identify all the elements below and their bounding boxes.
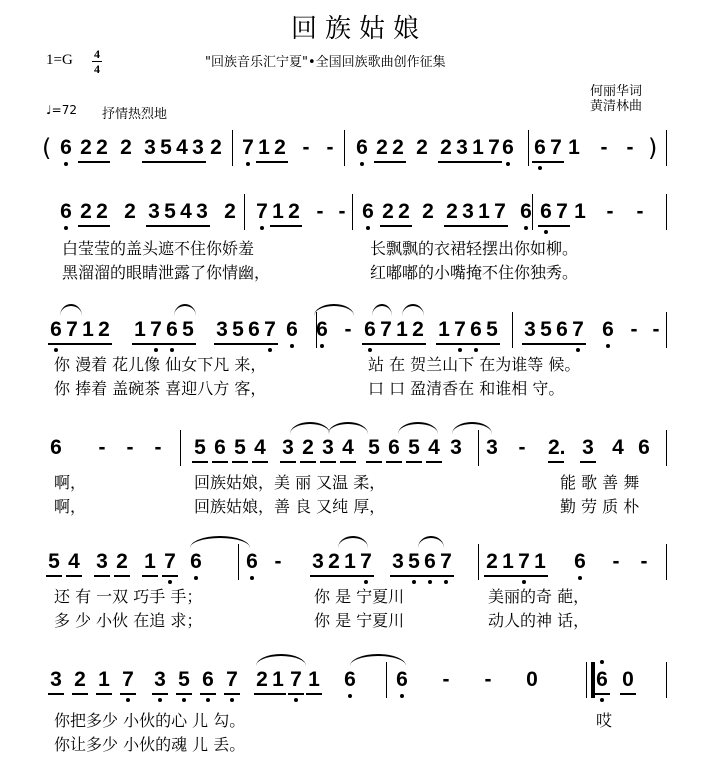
note-dash: -: [600, 136, 608, 159]
slur: [256, 654, 306, 666]
note: 2: [114, 550, 130, 574]
note: 4: [252, 436, 268, 460]
note-dash: -: [606, 200, 614, 223]
note: 6: [48, 318, 64, 342]
note: 3: [522, 318, 538, 342]
note-dash: -: [442, 668, 450, 691]
note: 7: [120, 668, 136, 692]
note: 7: [438, 550, 454, 574]
lyric-line: 长飘飘的衣裙轻摆出你如柳。: [370, 239, 579, 258]
score-row-5: [0, 550, 718, 630]
note: 6: [572, 550, 588, 574]
note: 1: [436, 318, 452, 342]
slur: [418, 536, 444, 548]
note: 5: [538, 318, 554, 342]
note-dash: -: [98, 436, 106, 459]
note: 1: [96, 668, 112, 692]
note: 2: [254, 668, 270, 692]
note: 5: [406, 436, 422, 460]
slur: [60, 304, 82, 316]
note: 7: [262, 318, 278, 342]
note: 6: [360, 200, 376, 224]
note-dash: -: [518, 436, 526, 459]
note-dash: -: [316, 200, 324, 223]
note: 1: [132, 318, 148, 342]
slur: [190, 536, 250, 548]
score-row-4: [0, 436, 718, 516]
note: 1: [270, 200, 286, 224]
note: 1: [568, 136, 580, 159]
note-dash: -: [612, 550, 620, 573]
note: 6: [538, 200, 554, 224]
note: 6: [244, 550, 260, 574]
lyric-line: 勤 劳 质 朴: [560, 497, 640, 516]
slur: [402, 304, 424, 316]
note: 2: [72, 668, 88, 692]
note: 3: [310, 550, 326, 574]
note: 7: [554, 200, 570, 224]
note: 4: [178, 200, 194, 224]
note: 3: [190, 136, 206, 160]
note: 7: [162, 550, 178, 574]
lyric-line: 你 捧着 盖碗茶 喜迎八方 客，: [54, 379, 267, 398]
score-row-2: [0, 200, 718, 280]
note: 1: [256, 136, 272, 160]
slur: [314, 304, 354, 316]
note: 3: [146, 200, 162, 224]
note-dash: -: [640, 550, 648, 573]
note: 6: [58, 200, 74, 224]
note: 6: [354, 136, 370, 160]
note-dash: -: [302, 136, 310, 159]
lyric-line: 你把多少 小伙的心 儿 勾。: [54, 711, 246, 730]
note: 6: [532, 136, 548, 160]
lyric-line: 红嘟嘟的小嘴掩不住你独秀。: [370, 263, 579, 282]
note: 3: [390, 550, 406, 574]
note: 3: [486, 436, 498, 459]
slur: [174, 304, 196, 316]
slur: [398, 422, 438, 434]
composer-credit: 黄清林曲: [590, 99, 643, 114]
note: 5: [158, 136, 174, 160]
note: 5: [484, 318, 500, 342]
note: 4: [174, 136, 190, 160]
note-dash: -: [338, 200, 346, 223]
note: 6: [422, 550, 438, 574]
note: 4: [66, 550, 82, 574]
expression-mark: 抒情热烈地: [102, 107, 168, 122]
note: 2: [410, 318, 426, 342]
lyric-line: 你让多少 小伙的魂 儿 丢。: [54, 735, 246, 754]
note: 2: [96, 318, 112, 342]
lyric-line: 还 有 一双 巧手 手；: [54, 587, 203, 606]
lyric-line: 口 口 盈清香在 和谁相 守。: [368, 379, 565, 398]
lyric-line: 站 在 贺兰山下 在为谁等 候。: [368, 355, 581, 374]
lyric-line: 你 是 宁夏川: [314, 587, 405, 606]
lyric-line: 啊，: [54, 497, 87, 516]
note: 1: [500, 550, 516, 574]
note-dash: -: [344, 318, 352, 341]
note: 6: [600, 318, 616, 342]
lyric-line: 能 歌 善 舞: [560, 473, 640, 492]
note: 1: [306, 668, 322, 692]
note: 6: [200, 668, 216, 692]
note: 2: [374, 136, 390, 160]
note-dash: -: [652, 318, 660, 341]
note: 2: [94, 136, 110, 160]
note: 1: [470, 136, 486, 160]
note: 2: [484, 550, 500, 574]
lyric-line: 白莹莹的盖头遮不住你娇羞: [62, 239, 255, 258]
note: 4: [612, 436, 624, 459]
note: 6: [246, 318, 262, 342]
note: 3: [460, 200, 476, 224]
note: 2: [422, 200, 434, 223]
note: 3: [194, 200, 210, 224]
note: 3: [94, 550, 110, 574]
note: 6: [554, 318, 570, 342]
note: 5: [162, 200, 178, 224]
note: 2: [94, 200, 110, 224]
note: 3: [280, 436, 296, 460]
note: 1: [80, 318, 96, 342]
note: 1: [270, 668, 286, 692]
note: 6: [188, 550, 204, 574]
note-dash: -: [630, 318, 638, 341]
note: 0: [620, 668, 636, 692]
note: 7: [224, 668, 240, 692]
note-dash: -: [154, 436, 162, 459]
note: 2: [444, 200, 460, 224]
lyric-line: 黑溜溜的眼睛泄露了你情幽，: [62, 263, 271, 282]
tempo-mark: ♩=72: [46, 103, 77, 117]
note: 4: [340, 436, 356, 460]
note: 7: [452, 318, 468, 342]
note: 6: [164, 318, 180, 342]
note: 2: [300, 436, 316, 460]
score-row-3: [0, 318, 718, 398]
note-dash: -: [326, 136, 334, 159]
note-dash: -: [126, 436, 134, 459]
note-dash: -: [626, 136, 634, 159]
note: 5: [180, 318, 196, 342]
lyric-line: 你 漫着 花儿像 仙女下凡 来，: [54, 355, 267, 374]
note: 7: [254, 200, 270, 224]
note: 6: [386, 436, 402, 460]
note: 7: [358, 550, 374, 574]
note: 2: [78, 136, 94, 160]
note: 3: [580, 436, 596, 460]
note: 2: [210, 136, 222, 159]
lyric-line: 美丽的奇 葩，: [488, 587, 590, 606]
note: 2: [380, 200, 396, 224]
key-signature: 1=G: [46, 52, 73, 68]
note: 6: [212, 436, 228, 460]
note: 7: [378, 318, 394, 342]
slur: [452, 422, 492, 434]
note: 7: [492, 200, 508, 224]
note: 5: [366, 436, 382, 460]
note: 2: [78, 200, 94, 224]
slur: [350, 654, 406, 666]
note: 5: [406, 550, 422, 574]
note: 2: [286, 200, 302, 224]
subtitle: "回族音乐汇宁夏"•全国回族歌曲创作征集: [205, 55, 446, 70]
lyric-line: 多 少 小伙 在追 求；: [54, 611, 203, 630]
note: 3: [454, 136, 470, 160]
note: 0: [526, 668, 538, 691]
note: 5: [176, 668, 192, 692]
lyric-line: 你 是 宁夏川: [314, 611, 405, 630]
note: 1: [142, 550, 158, 574]
note-dash: -: [274, 550, 282, 573]
note: 6: [58, 136, 74, 160]
note: 6: [342, 668, 358, 692]
meter-bottom: 4: [94, 62, 100, 76]
note: 3: [320, 436, 336, 460]
note: 7: [516, 550, 532, 574]
song-title: 回族姑娘: [290, 14, 427, 44]
note: 5: [46, 550, 62, 574]
lyric-line: 回族姑娘，美 丽 又温 柔，: [194, 473, 386, 492]
lyric-line: 动人的神 话，: [488, 611, 590, 630]
note: 5: [230, 318, 246, 342]
note: 6: [362, 318, 378, 342]
note: 6: [394, 668, 410, 692]
lyric-line: 哎: [596, 711, 613, 730]
note: 7: [240, 136, 256, 160]
note: 7: [570, 318, 586, 342]
lyric-line: 啊，: [54, 473, 87, 492]
lyric-line: 回族姑娘，善 良 又纯 厚，: [194, 497, 386, 516]
note: 5: [232, 436, 248, 460]
repeat-close-paren: ): [648, 134, 658, 162]
note: 6: [468, 318, 484, 342]
note: 4: [426, 436, 442, 460]
note: 3: [142, 136, 158, 160]
slur: [290, 422, 330, 434]
note: 1: [532, 550, 548, 574]
time-signature: [92, 48, 102, 75]
note: 1: [394, 318, 410, 342]
note: 2: [326, 550, 342, 574]
note: 7: [148, 318, 164, 342]
note-dash: -: [636, 200, 644, 223]
note: 2: [396, 200, 412, 224]
note: 7: [548, 136, 564, 160]
slur: [328, 422, 368, 434]
note: 3: [152, 668, 168, 692]
repeat-open-paren: (: [42, 134, 52, 162]
note: 1: [574, 200, 586, 223]
note: 6: [284, 318, 300, 342]
note: 2: [272, 136, 288, 160]
note: 7: [64, 318, 80, 342]
note-dash: -: [484, 668, 492, 691]
note: 7: [288, 668, 304, 692]
slur: [372, 304, 392, 316]
note: 1: [476, 200, 492, 224]
note: 5: [192, 436, 208, 460]
note: 2: [416, 136, 428, 159]
note: 2: [438, 136, 454, 160]
note: 2: [120, 136, 132, 159]
lyricist-credit: 何丽华词: [590, 84, 643, 99]
note: 3: [48, 668, 64, 692]
note: 6: [518, 200, 534, 224]
note: 1: [342, 550, 358, 574]
note: 7: [486, 136, 502, 160]
note: 2: [124, 200, 136, 223]
meter-top: 4: [94, 47, 100, 61]
note: 2: [224, 200, 236, 223]
note: 6: [638, 436, 650, 459]
note: 3: [214, 318, 230, 342]
note: 3: [450, 436, 462, 459]
note: 6: [594, 668, 610, 692]
note: 2.: [548, 436, 564, 460]
note: 6: [50, 436, 62, 459]
note: 2: [390, 136, 406, 160]
note: 6: [314, 318, 330, 342]
note: 6: [500, 136, 516, 160]
score-row-6: [0, 668, 718, 754]
slur: [338, 536, 368, 548]
